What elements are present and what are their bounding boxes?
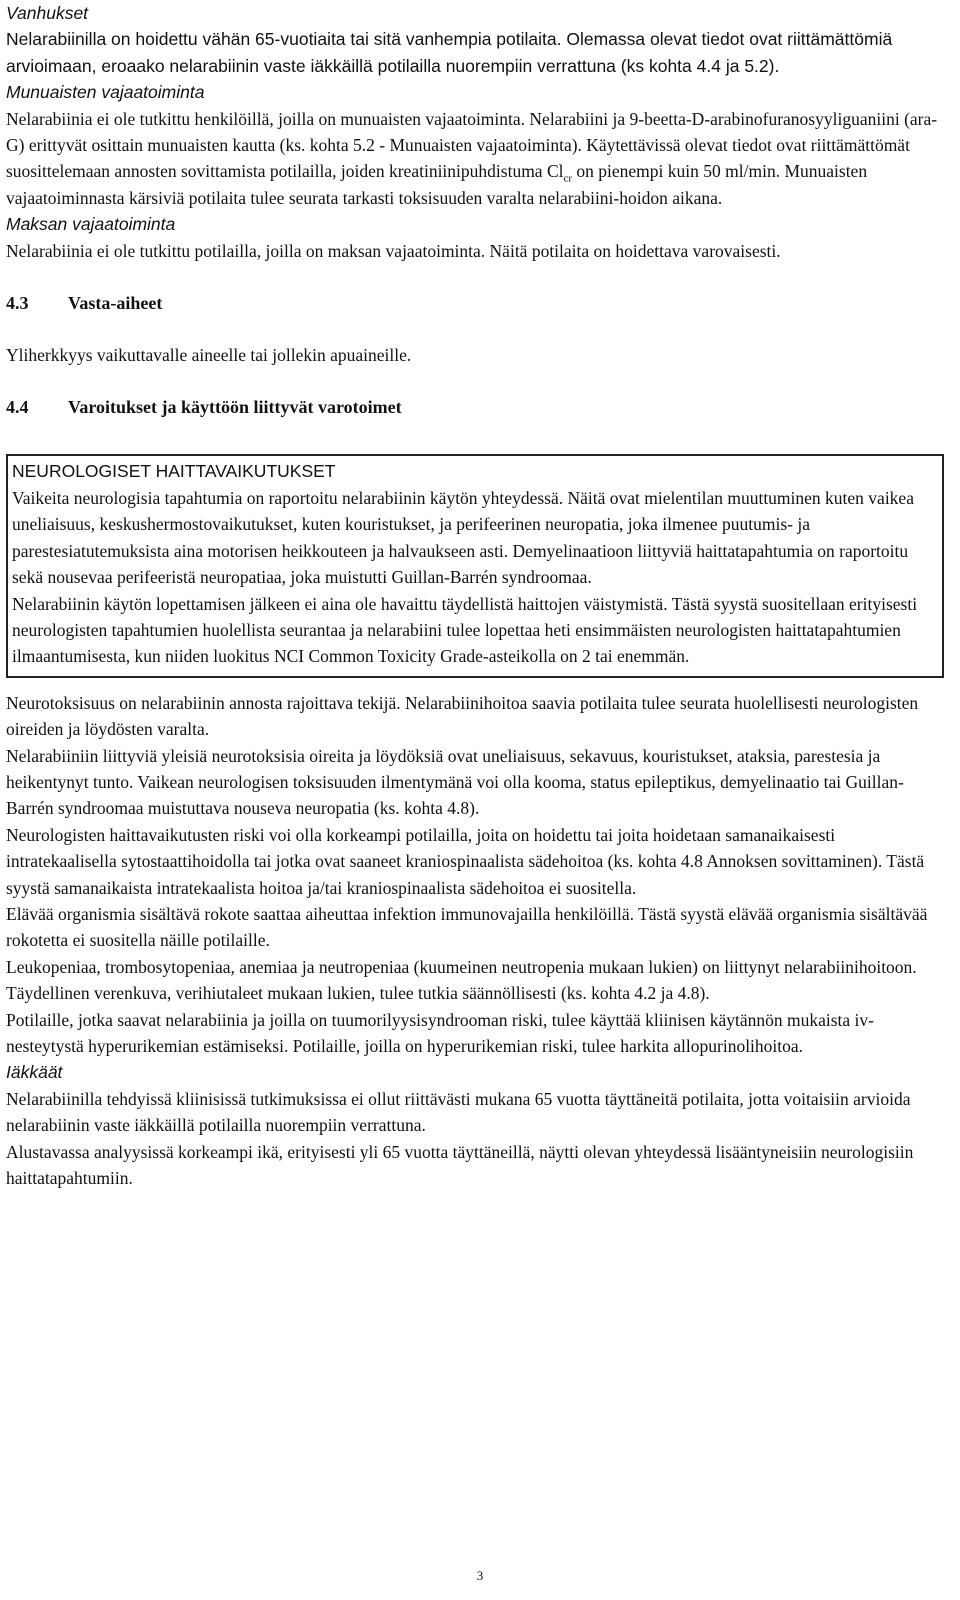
subheading-hepatic-impairment: Maksan vajaatoiminta xyxy=(6,214,176,235)
section-number-4-4: 4.4 xyxy=(6,397,29,418)
paragraph-neurological-risk: Neurologisten haittavaikutusten riski voi olla korkeampi potilailla, joita on hoidettu tai joita hoidetaan samanaikaisesti intratekaalisella sytostaattihoidolla tai jotka ovat saaneet kraniospinaalista sädehoitoa (ks. kohta 4.8 Annoksen sovittaminen). Tästä syystä samanaikaista intratekaalista hoitoa ja/tai kraniospinaalista sädehoitoa ei suositella. xyxy=(6,824,925,898)
section-number-4-3: 4.3 xyxy=(6,293,29,314)
paragraph-tumour-lysis: Potilaille, jotka saavat nelarabiinia ja joilla on tuumorilyysisyndrooman riski, tulee käyttää kliinisen käytännön mukaista iv-nesteytystä hyperurikemian estämiseksi. Potilaille, joilla on hyperurikemian riski, tulee harkita allopurinolihoitoa. xyxy=(6,1009,875,1056)
boxed-warning-paragraph-2: Nelarabiinin käytön lopettamisen jälkeen ei aina ole havaittu täydellistä haittojen väistymistä. Tästä syystä suositellaan erityisesti neurologisten tapahtumien huolellista seurantaa ja nelarabiini tulee lopettaa heti ensimmäisten neurologisten haittatapahtumien ilmaantumisesta, kun niiden luokitus NCI Common Toxicity Grade-asteikolla on 2 tai enemmän. xyxy=(12,593,918,667)
renal-subscript: cr xyxy=(563,172,573,185)
paragraph-hepatic-impairment: Nelarabiinia ei ole tutkittu potilailla, joilla on maksan vajaatoiminta. Näitä potilaita on hoidettava varovaisesti. xyxy=(6,240,781,261)
paragraph-elderly-2: Alustavassa analyysissä korkeampi ikä, erityisesti yli 65 vuotta täyttäneillä, näytti olevan yhteydessä lisääntyneisiin neurologisiin haittatapahtumiin. xyxy=(6,1141,914,1189)
boxed-warning xyxy=(6,454,944,677)
renal-text-part1: Nelarabiinia ei ole tutkittu henkilöillä, joilla on munuaisten vajaatoiminta. Nelarabiini ja 9-beetta-D-arabinofuranosyyliguaniini (ara-G) erittyvät osittain munuaisten kautta (ks. kohta 5.2 - Munuaisten vajaatoiminta). Käytettävissä olevat tiedot ovat riittämättömät suosittelemaan annosten sovittamista potilailla, joiden kreatiniinipuhdistuma Cl xyxy=(6,108,938,182)
subheading-older-patients: Vanhukset xyxy=(6,3,89,23)
paragraph-contraindications: Yliherkkyys vaikuttavalle aineelle tai jollekin apuaineille. xyxy=(6,345,412,366)
paragraph-renal-impairment xyxy=(6,106,950,212)
paragraph-blood-counts: Leukopeniaa, trombosytopeniaa, anemiaa ja neutropeniaa (kuumeinen neutropenia mukaan lukien) on liittynyt nelarabiinihoitoon. Täydellinen verenkuva, verihiutaleet mukaan lukien, tulee tutkia säännöllisesti (ks. kohta 4.2 ja 4.8). xyxy=(6,956,917,1004)
paragraph-elderly-1: Nelarabiinilla tehdyissä kliinisissä tutkimuksissa ei ollut riittävästi mukana 65 vuotta täyttäneitä potilaita, jotta voitaisiin arvioida nelarabiinin vaste iäkkäillä potilailla nuorempiin verrattuna. xyxy=(6,1088,911,1136)
section-heading-4-4 xyxy=(6,394,950,420)
section-title-4-3: Vasta-aiheet xyxy=(68,293,163,314)
section-title-4-4: Varoitukset ja käyttöön liittyvät varotoimet xyxy=(68,397,402,418)
paragraph-live-vaccine: Elävää organismia sisältävä rokote saattaa aiheuttaa infektion immunovajailla henkilöillä. Tästä syystä elävää organismia sisältävää rokotetta ei suositella näille potilaille. xyxy=(6,903,928,951)
paragraph-neurotoxicity: Neurotoksisuus on nelarabiinin annosta rajoittava tekijä. Nelarabiinihoitoa saavia potilaita tulee seurata huolellisesti neurologisten oireiden ja löydösten varalta. xyxy=(6,692,919,740)
section-heading-4-3 xyxy=(6,290,950,316)
document-page xyxy=(6,0,950,1191)
paragraph-older-patients: Nelarabiinilla on hoidettu vähän 65-vuotiaita tai sitä vanhempia potilaita. Olemassa olevat tiedot ovat riittämättömiä arvioimaan, eroaako nelarabiinin vaste iäkkäillä potilailla nuorempiin verrattuna (ks kohta 4.4 ja 5.2). xyxy=(6,29,893,76)
renal-text-part2: on pienempi kuin 50 ml/min. Munuaisten vajaatoiminnasta kärsiviä potilaita tulee seurata tarkasti toksisuuden varalta nelarabiini-hoidon aikana. xyxy=(6,161,868,208)
page-number: 3 xyxy=(476,1568,484,1583)
subheading-elderly: Iäkkäät xyxy=(6,1062,63,1083)
boxed-warning-paragraph-1: Vaikeita neurologisia tapahtumia on raportoitu nelarabiinin käytön yhteydessä. Näitä ovat mielentilan muuttuminen kuten vaikea uneliaisuus, keskushermostovaikutukset, kuten kouristukset, ja perifeerinen neuropatia, joka ilmenee puutumis- ja parestesiatutemuksista aina motorisen heikkouteen ja halvaukseen asti. Demyelinaatioon liittyviä haittatapahtumia on raportoitu sekä nousevaa perifeeristä neuropatiaa, joka muistutti Guillan-Barrén syndroomaa. xyxy=(12,487,914,588)
subheading-renal-impairment: Munuaisten vajaatoiminta xyxy=(6,82,205,103)
paragraph-neurotoxic-symptoms: Nelarabiiniin liittyviä yleisiä neurotoksisia oireita ja löydöksiä ovat uneliaisuus, sekavuus, kouristukset, ataksia, parestesia ja heikentynyt tunto. Vaikean neurologisen toksisuuden ilmentymänä voi olla kooma, status epileptikus, demyelinaatio tai Guillan-Barrén syndroomaa muistuttava nouseva neuropatia (ks. kohta 4.8). xyxy=(6,745,904,819)
boxed-warning-title: NEUROLOGISET HAITTAVAIKUTUKSET xyxy=(12,461,336,482)
